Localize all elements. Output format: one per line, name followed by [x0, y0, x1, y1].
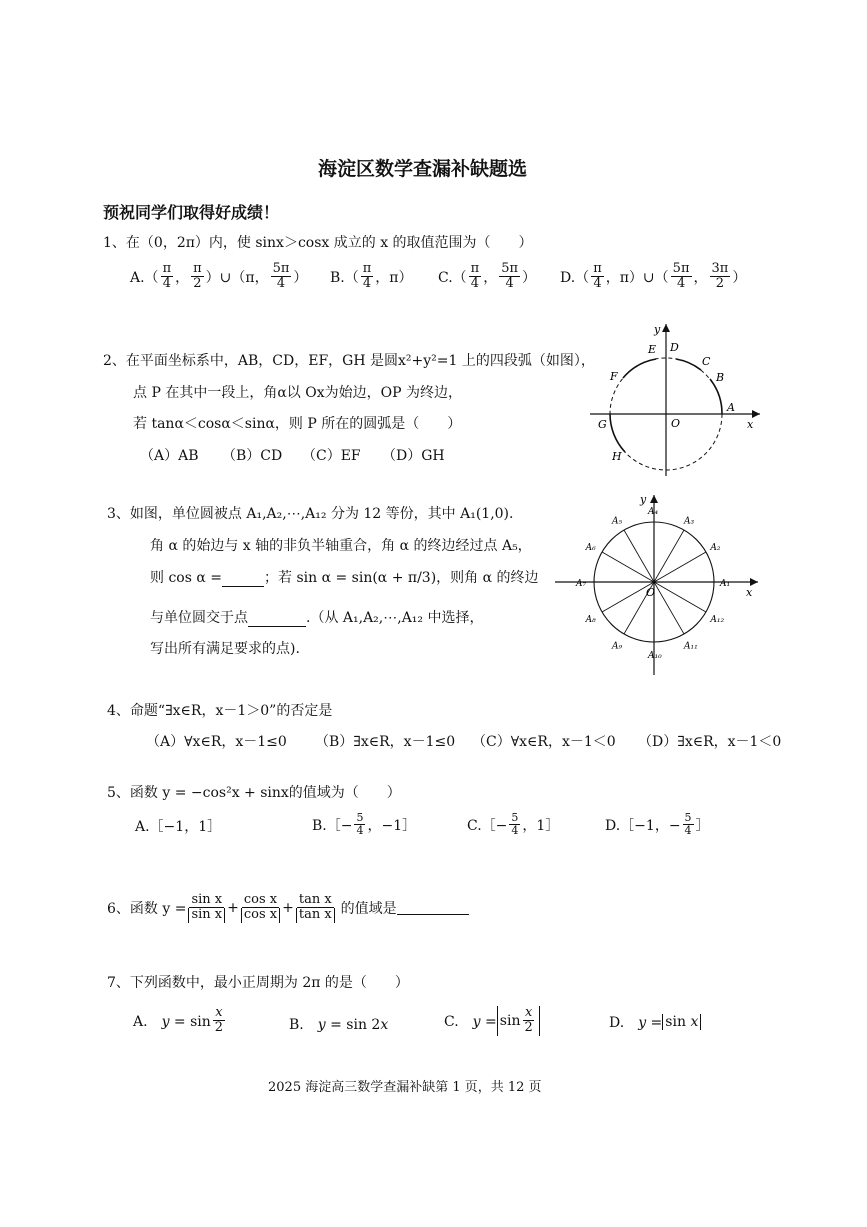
q2-label-h: H: [612, 450, 622, 463]
q1-option-c[interactable]: C.（ π 4 ， 5π 4 ）: [438, 261, 537, 292]
q5-option-c[interactable]: C.［− $\frac{5}{4}$ ，1］: [467, 811, 560, 838]
q3-point-label: A₇: [576, 579, 587, 589]
q3-label-y: y: [640, 493, 647, 506]
q2-label-e: E: [648, 343, 657, 356]
q2-label-g: G: [598, 418, 607, 431]
q7-option-b[interactable]: B. y = sin 2x: [289, 1017, 389, 1033]
q3-line4: 与单位圆交于点 .（从 A₁,A₂,⋯,A₁₂ 中选择，: [150, 610, 484, 626]
q4-stem: 4、命题“∃x∈R，x－1＞0”的否定是: [107, 703, 333, 719]
q5-option-b[interactable]: B.［− $\frac{5}{4}$ ，−1］: [312, 811, 417, 838]
q1-option-b[interactable]: B.（ π 4 ，π）: [330, 261, 413, 292]
q3-line3: 则 cos α = ；若 sin α = sin(α + π/3)，则角 α 的终边: [150, 570, 539, 586]
q3-point-label: A₂: [710, 543, 721, 553]
q2-line1: 2、在平面坐标系中，AB，CD，EF，GH 是圆x²+y²=1 上的四段弧（如图），: [103, 353, 595, 369]
q2-label-y: y: [654, 323, 661, 336]
q2-label-a: A: [727, 401, 735, 414]
page-subtitle: 预祝同学们取得好成绩！: [103, 203, 280, 222]
q2-option-d[interactable]: （D）GH: [382, 448, 445, 464]
q3-point-label: A₈: [585, 615, 596, 625]
q3-point-label: A₆: [585, 543, 596, 553]
q6-blank[interactable]: [397, 900, 469, 915]
q3-point-label: A₁₁: [684, 641, 698, 652]
q2-label-b: B: [716, 371, 725, 384]
q1-option-d[interactable]: D.（ π 4 ，π）∪（ 5π 4 ， 3π 2 ）: [560, 261, 747, 292]
q3-line5: 写出所有满足要求的点).: [150, 641, 300, 657]
q3-point-label: A₁₂: [710, 615, 725, 625]
q2-arc-ab: [710, 379, 722, 414]
q7-option-a[interactable]: A. y = sin x 2: [133, 1005, 224, 1036]
page-footer: 2025 海淀高三数学查漏补缺第 1 页，共 12 页: [268, 1080, 542, 1095]
q4-option-c[interactable]: （C）∀x∈R，x－1＜0: [472, 734, 616, 750]
q5-option-a[interactable]: A.［−1，1］: [135, 819, 222, 835]
q4-option-b[interactable]: （B）∃x∈R，x－1≤0: [315, 734, 456, 750]
q2-label-x: x: [747, 418, 754, 431]
q3-point-label: A₁: [720, 579, 731, 589]
q5-option-d[interactable]: D.［−1，− $\frac{5}{4}$ ］: [605, 811, 710, 838]
q2-line2: 点 P 在其中一段上，角α以 Ox为始边，OP 为终边，: [133, 385, 462, 401]
q5-stem: 5、函数 y = −cos²x + sinx的值域为（ ）: [107, 785, 401, 801]
q2-label-o: O: [671, 417, 681, 430]
q7-option-c[interactable]: C. y = sin x 2: [444, 1006, 540, 1036]
q3-figure: [550, 490, 770, 680]
q4-option-a[interactable]: （A）∀x∈R，x－1≤0: [146, 734, 287, 750]
q2-line3: 若 tanα＜cosα＜sinα，则 P 所在的圆弧是（ ）: [133, 416, 462, 432]
q3-label-o: O: [646, 586, 656, 599]
q3-label-x: x: [746, 586, 753, 599]
q7-stem: 7、下列函数中，最小正周期为 2π 的是（ ）: [107, 975, 409, 991]
q1-stem: 1、在（0，2π）内，使 sinx＞cosx 成立的 x 的取值范围为（ ）: [103, 235, 533, 251]
q2-arc-cd: [676, 359, 701, 370]
q3-point-label: A₃: [684, 516, 695, 527]
q2-option-b[interactable]: （B）CD: [222, 448, 283, 464]
q6-stem: 6、函数 y = $\frac{\text{sin x}}{\text{sin x}}$ + $\frac{\text{cos x}}{\text{cos x}}$ + $\frac{\text{tan x}}{\text{tan x}}$ 的值域是: [107, 893, 469, 923]
q3-line1: 3、如图，单位圆被点 A₁,A₂,⋯,A₁₂ 分为 12 等份，其中 A₁(1,0).: [107, 506, 514, 522]
q3-point-label: A₅: [612, 516, 623, 527]
q3-blank-1[interactable]: [222, 572, 264, 587]
q1-option-a[interactable]: A.（ π 4 ， π 2 ）∪（π， 5π 4 ）: [130, 261, 308, 292]
q4-option-d[interactable]: （D）∃x∈R，x－1＜0: [638, 734, 782, 750]
q2-label-d: D: [670, 341, 679, 354]
page-title: 海淀区数学查漏补缺题选: [318, 158, 528, 180]
q2-option-a[interactable]: （A）AB: [140, 448, 199, 464]
q3-point-label: A₄: [648, 507, 659, 517]
q2-arc-gh: [610, 414, 625, 452]
q2-figure: [585, 318, 765, 478]
q2-label-f: F: [610, 370, 618, 383]
q2-option-c[interactable]: （C）EF: [302, 448, 361, 464]
q2-label-c: C: [702, 355, 711, 368]
q2-arc-ef: [623, 359, 656, 378]
q3-line2: 角 α 的始边与 x 轴的非负半轴重合，角 α 的终边经过点 A₅，: [150, 538, 532, 554]
q7-option-d[interactable]: D. y = sin x: [609, 1012, 701, 1032]
q3-point-label: A₉: [612, 641, 623, 652]
q3-spokes: [594, 522, 714, 642]
q3-blank-2[interactable]: [248, 612, 306, 627]
q3-point-label: A₁₀: [648, 651, 662, 661]
